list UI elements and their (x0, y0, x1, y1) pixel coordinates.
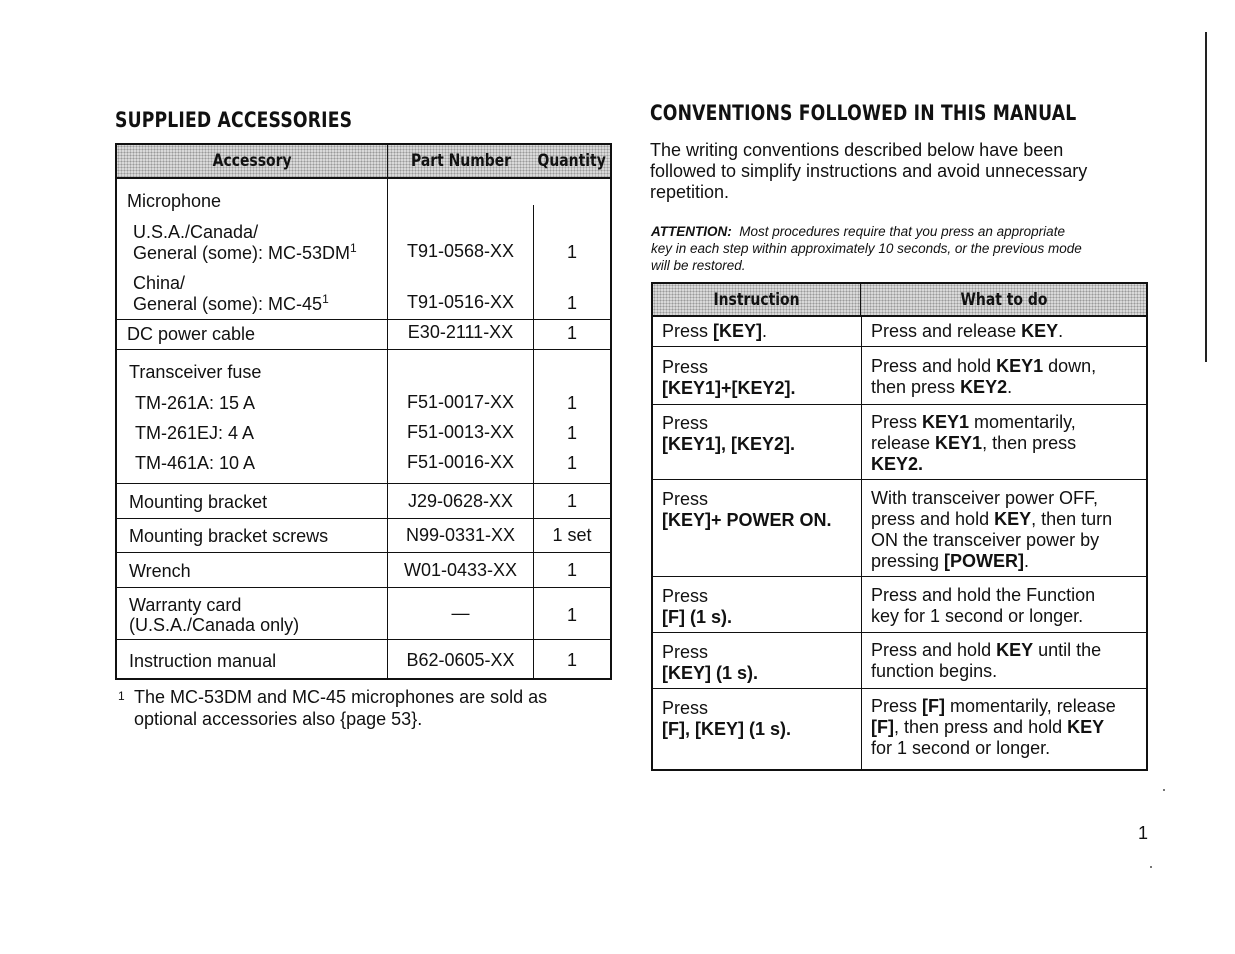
wrench-qty: 1 (566, 560, 577, 580)
row2-instruction-line1: Press (662, 357, 709, 377)
conventions-table-header (653, 284, 1146, 317)
row5-instruction-line1: Press (662, 586, 709, 606)
wrench-part: W01-0433-XX (403, 560, 518, 580)
manual-name: Instruction manual (129, 651, 277, 671)
row3-what-line3: KEY2. (871, 454, 924, 474)
row1-what: Press and release KEY. (871, 321, 1064, 341)
row2-instruction-line2: [KEY1]+[KEY2]. (662, 378, 796, 398)
fuse-name-1: TM-261A: 15 A (135, 393, 256, 413)
scan-speck (1163, 789, 1165, 791)
warranty-line1: Warranty card (129, 595, 242, 615)
accessories-table-header (117, 145, 610, 179)
mic-china-line2: General (some): $MC-45^1$ (133, 292, 329, 314)
manual-qty: 1 (566, 650, 577, 670)
intro-line-3: repetition. (650, 182, 730, 202)
warranty-line2: (U.S.A./Canada only) (129, 615, 300, 635)
fuse-name-2: TM-261EJ: 4 A (135, 423, 255, 443)
manual-part: B62-0605-XX (406, 650, 515, 670)
row1-instruction: Press [KEY]. (662, 321, 768, 341)
header-accessory: Accessory (212, 151, 292, 171)
fuse-label: Transceiver fuse (129, 362, 262, 382)
page-edge-line (1205, 32, 1207, 362)
intro-line-2: followed to simplify instructions and avoid unnecessary (650, 161, 1088, 181)
row2-what-line1: Press and hold KEY1 down, (871, 356, 1097, 376)
warranty-qty: 1 (566, 605, 577, 625)
row3-what-line1: Press KEY1 momentarily, (871, 412, 1076, 432)
row7-instruction-line1: Press (662, 698, 709, 718)
row3-what-line2: release KEY1, then press (871, 433, 1077, 453)
row4-instruction-line1: Press (662, 489, 709, 509)
dc-cable-part: E30-2111-XX (407, 322, 514, 342)
row3-instruction-line1: Press (662, 413, 709, 433)
fuse-qty-3: 1 (566, 453, 577, 473)
row6-instruction-line1: Press (662, 642, 709, 662)
dc-cable-name: DC power cable (127, 324, 256, 344)
microphone-label: Microphone (127, 191, 222, 211)
fuse-qty-1: 1 (566, 393, 577, 413)
mic-usa-line1: U.S.A./Canada/ (133, 222, 259, 242)
row6-instruction-line2: [KEY] (1 s). (662, 663, 759, 683)
row5-instruction-line2: [F] (1 s). (662, 607, 732, 627)
bracket-qty: 1 (566, 491, 577, 511)
mic-china-qty: 1 (566, 293, 577, 313)
screws-name: Mounting bracket screws (129, 526, 329, 546)
attention-line2: key in each step within approximately 10 seconds, or the previous mode (651, 241, 1082, 256)
screws-qty: 1 set (552, 525, 592, 545)
attention-label: ATTENTION: (651, 224, 732, 239)
fuse-qty-2: 1 (566, 423, 577, 443)
fuse-part-1: F51-0017-XX (406, 392, 515, 412)
row4-what-line3: ON the transceiver power by (871, 530, 1100, 550)
row4-instruction-line2: [KEY]+ POWER ON. (662, 510, 832, 530)
footnote-line2: optional accessories also {page 53}. (134, 709, 423, 729)
supplied-accessories-title: SUPPLIED ACCESSORIES (115, 108, 353, 132)
row5-what-line2: key for 1 second or longer. (871, 606, 1084, 626)
warranty-part: — (451, 603, 470, 623)
row7-what-line2: [F], then press and hold KEY (871, 717, 1105, 737)
bracket-part: J29-0628-XX (407, 491, 514, 511)
row4-what-line1: With transceiver power OFF, (871, 488, 1099, 508)
header-instruction: Instruction (713, 289, 800, 310)
row7-instruction-line2: [F], [KEY] (1 s). (662, 719, 791, 739)
attention-line3: will be restored. (651, 258, 746, 273)
footnote-line1: The MC-53DM and MC-45 microphones are sold as (134, 687, 548, 707)
conventions-title: CONVENTIONS FOLLOWED IN THIS MANUAL (650, 101, 1077, 125)
dc-cable-qty: 1 (566, 323, 577, 343)
header-what-to-do: What to do (960, 289, 1047, 310)
attention-note (651, 223, 1082, 274)
scan-speck (1150, 866, 1152, 868)
row6-what-line2: function begins. (871, 661, 998, 681)
mic-usa-line2: General (some): $MC-53DM^1$ (133, 241, 357, 263)
header-part-number: Part Number (410, 151, 512, 171)
footnote-mark: 1 (118, 689, 125, 703)
wrench-name: Wrench (129, 561, 191, 581)
row6-what-line1: Press and hold KEY until the (871, 640, 1102, 660)
row4-what-line2: press and hold KEY, then turn (871, 509, 1113, 529)
row7-what-line1: Press [F] momentarily, release (871, 696, 1116, 716)
mic-usa-qty: 1 (566, 242, 577, 262)
row3-instruction-line2: [KEY1], [KEY2]. (662, 434, 796, 454)
fuse-name-3: TM-461A: 10 A (135, 453, 256, 473)
row2-what-line2: then press KEY2. (871, 377, 1013, 397)
fuse-part-3: F51-0016-XX (406, 452, 515, 472)
mic-usa-part: T91-0568-XX (406, 241, 515, 261)
fuse-part-2: F51-0013-XX (406, 422, 515, 442)
mic-china-part: T91-0516-XX (406, 292, 515, 312)
accessories-table (115, 143, 612, 680)
attention-line1: Most procedures require that you press an appropriate (739, 224, 1065, 239)
header-quantity: Quantity (537, 151, 607, 171)
page-number: 1 (1138, 823, 1149, 843)
row5-what-line1: Press and hold the Function (871, 585, 1096, 605)
mic-china-line1: China/ (133, 273, 186, 293)
intro-line-1: The writing conventions described below have been (650, 140, 1064, 160)
intro-paragraph (650, 140, 1087, 203)
screws-part: N99-0331-XX (405, 525, 516, 545)
row4-what-line4: pressing [POWER]. (871, 551, 1030, 571)
row7-what-line3: for 1 second or longer. (871, 738, 1051, 758)
conventions-table (651, 282, 1148, 771)
bracket-name: Mounting bracket (129, 492, 268, 512)
